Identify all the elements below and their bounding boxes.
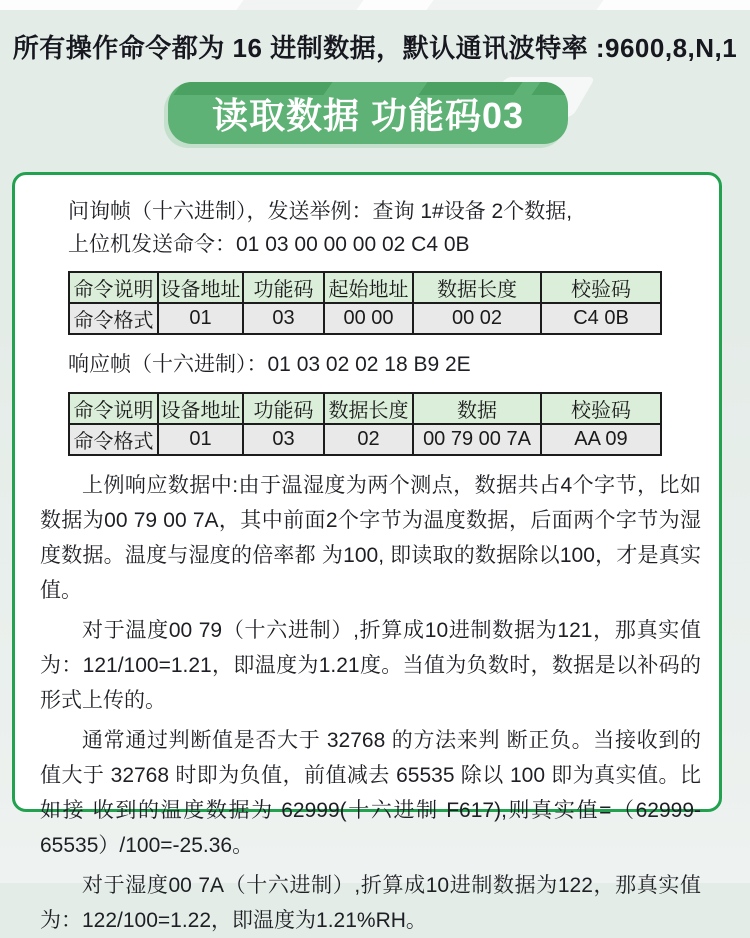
table-header-cell: 命令说明 [69,272,158,303]
table-cell: 命令格式 [69,303,158,334]
table-header-cell: 设备地址 [158,393,243,424]
table-cell: AA 09 [541,424,661,455]
protocol-info-card [12,172,722,932]
section-button-area [168,80,576,150]
query-frame-description: 问询帧（十六进制），发送举例：查询 1#设备 2个数据, [68,200,573,223]
table-row [69,303,661,334]
table-cell: C4 0B [541,303,661,334]
table-header-cell: 数据长度 [324,393,413,424]
table-header-cell: 功能码 [243,272,324,303]
table-cell: 00 00 [324,303,413,334]
table-cell: 02 [324,424,413,455]
read-data-function-code-button[interactable] [168,82,568,144]
table-cell: 00 02 [413,303,541,334]
table-cell: 03 [243,303,324,334]
table-header-cell: 命令说明 [69,393,158,424]
button-label: 读取数据 功能码03 [211,94,525,136]
table-header-row [69,272,661,303]
diagonal-decoration [424,0,607,10]
explanation-paragraph-humidity: 对于湿度00 7A（十六进制）,折算成10进制数据为122，那真实值为：122/100=1.22，即温度为1.21%RH。 [40,874,701,932]
table-header-cell: 校验码 [541,272,661,303]
explanation-paragraph-response-data: 上例响应数据中:由于温湿度为两个测点，数据共占4个字节，比如数据为00 79 00 7A，其中前面2个字节为温度数据，后面两个字节为湿度数据。温度与湿度的倍率都 为100, 即读取的数据除以100，才是真实值。 [40,474,701,602]
table-row [69,424,661,455]
query-frame-table [68,271,662,335]
table-header-cell: 数据长度 [413,272,541,303]
explanation-paragraph-temperature: 对于温度00 79（十六进制）,折算成10进制数据为121，那真实值为：121/100=1.21，即温度为1.21度。当值为负数时，数据是以补码的形式上传的。 [40,619,701,712]
response-frame-table [68,392,662,456]
table-header-cell: 数据 [413,393,541,424]
table-header-cell: 校验码 [541,393,661,424]
table-cell: 00 79 00 7A [413,424,541,455]
diagonal-decoration [234,0,367,10]
table-cell: 03 [243,424,324,455]
table-header-cell: 功能码 [243,393,324,424]
table-header-cell: 设备地址 [158,272,243,303]
table-cell: 01 [158,424,243,455]
button-top-shade-decoration [531,82,568,95]
table-header-row [69,393,661,424]
page-title: 所有操作命令都为 16 进制数据，默认通讯波特率 :9600,8,N,1 [12,33,738,63]
top-decoration-strip [0,0,750,10]
explanation-paragraph-negative-values: 通常通过判断值是否大于 32768 的方法来判 断正负。当接收到的值大于 32768 时即为负值，前值减去 65535 除以 100 即为真实值。比如接 收到的温度数据为 62999(十六进制 F617),则真实值=（62999-65535）/100=-25.36。 [40,729,701,857]
table-cell: 命令格式 [69,424,158,455]
table-cell: 01 [158,303,243,334]
table-header-cell: 起始地址 [324,272,413,303]
send-command-line: 上位机发送命令：01 03 00 00 00 02 C4 0B [68,233,470,256]
response-frame-line: 响应帧（十六进制）：01 03 02 02 18 B9 2E [68,353,471,376]
